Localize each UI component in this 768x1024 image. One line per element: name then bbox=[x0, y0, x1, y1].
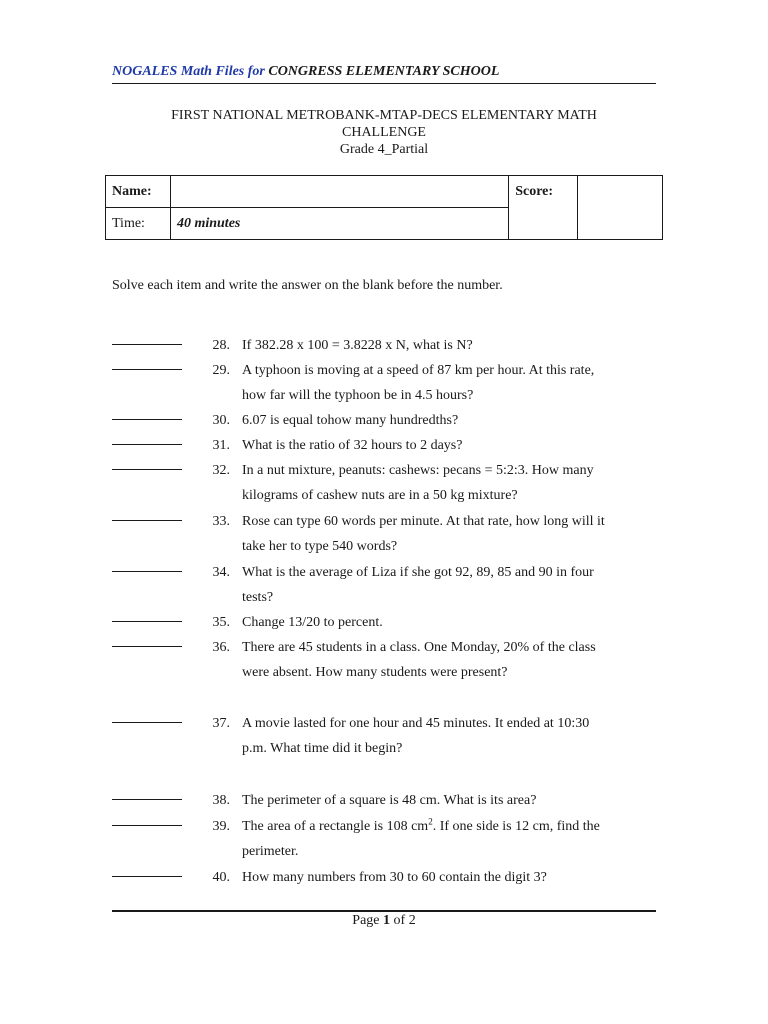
question-text: If 382.28 x 100 = 3.8228 x N, what is N? bbox=[242, 338, 473, 353]
question-number: 28. bbox=[212, 338, 230, 353]
question-number: 40. bbox=[212, 870, 230, 885]
question-number: 29. bbox=[212, 363, 230, 378]
answer-blank[interactable] bbox=[112, 444, 182, 445]
question-text: How many numbers from 30 to 60 contain the digit 3? bbox=[242, 870, 547, 885]
name-label: Name: bbox=[106, 176, 171, 208]
header-prefix: NOGALES Math Files for bbox=[112, 64, 265, 79]
question-text: The area of a rectangle is 108 $cm^2$. If one side is 12 cm, find the perimeter. bbox=[242, 816, 600, 859]
question-text: What is the ratio of 32 hours to 2 days? bbox=[242, 438, 463, 453]
title-line2: CHALLENGE bbox=[342, 125, 426, 140]
answer-blank[interactable] bbox=[112, 621, 182, 622]
time-label: Time: bbox=[106, 208, 171, 240]
of-word: of bbox=[393, 913, 406, 928]
answer-blank[interactable] bbox=[112, 419, 182, 420]
header-school: CONGRESS ELEMENTARY SCHOOL bbox=[268, 64, 500, 79]
answer-blank[interactable] bbox=[112, 469, 182, 470]
question-text: Change 13/20 to percent. bbox=[242, 615, 383, 630]
answer-blank[interactable] bbox=[112, 344, 182, 345]
question-number: 35. bbox=[212, 615, 230, 630]
page-total: 2 bbox=[408, 913, 416, 928]
question-text: A typhoon is moving at a speed of 87 km per hour. At this rate, how far will the typhoon be in 4.5 hours? bbox=[242, 363, 595, 403]
question-text: Rose can type 60 words per minute. At that rate, how long will it take her to type 540 words? bbox=[242, 514, 605, 554]
footer-divider bbox=[112, 910, 656, 912]
instructions: Solve each item and write the answer on the blank before the number. bbox=[112, 278, 503, 293]
question-text: The perimeter of a square is 48 cm. What is its area? bbox=[242, 793, 537, 808]
question-number: 36. bbox=[212, 640, 230, 655]
answer-blank[interactable] bbox=[112, 646, 182, 647]
title-line3: Grade 4_Partial bbox=[339, 142, 429, 157]
page-footer bbox=[112, 913, 656, 929]
superscript-two: 2 bbox=[428, 816, 433, 827]
question-text: What is the average of Liza if she got 92, 89, 85 and 90 in four tests? bbox=[242, 565, 594, 605]
time-value: 40 minutes bbox=[170, 208, 508, 240]
question-text: A movie lasted for one hour and 45 minutes. It ended at 10:30 p.m. What time did it begin? bbox=[242, 716, 590, 756]
score-label: Score: bbox=[509, 176, 578, 240]
page-number: 1 bbox=[383, 913, 391, 928]
answer-blank[interactable] bbox=[112, 520, 182, 521]
question-number: 34. bbox=[212, 565, 230, 580]
question-number: 39. bbox=[212, 819, 230, 834]
question-text: 6.07 is equal tohow many hundredths? bbox=[242, 413, 459, 428]
question-number: 37. bbox=[212, 716, 230, 731]
question-number: 38. bbox=[212, 793, 230, 808]
question-text: In a nut mixture, peanuts: cashews: pecans = 5:2:3. How many kilograms of cashew nuts are in a 50 kg mixture? bbox=[242, 463, 594, 503]
answer-blank[interactable] bbox=[112, 369, 182, 370]
page-word: Page bbox=[352, 913, 380, 928]
question-number: 30. bbox=[212, 413, 230, 428]
answer-blank[interactable] bbox=[112, 722, 182, 723]
answer-blank[interactable] bbox=[112, 799, 182, 800]
question-number: 33. bbox=[212, 514, 230, 529]
answer-blank[interactable] bbox=[112, 876, 182, 877]
question-text: There are 45 students in a class. One Monday, 20% of the class were absent. How many students were present? bbox=[242, 640, 596, 680]
question-number: 31. bbox=[212, 438, 230, 453]
answer-blank[interactable] bbox=[112, 571, 182, 572]
question-number: 32. bbox=[212, 463, 230, 478]
answer-blank[interactable] bbox=[112, 825, 182, 826]
title-line1: FIRST NATIONAL METROBANK-MTAP-DECS ELEMENTARY MATH bbox=[171, 108, 597, 123]
